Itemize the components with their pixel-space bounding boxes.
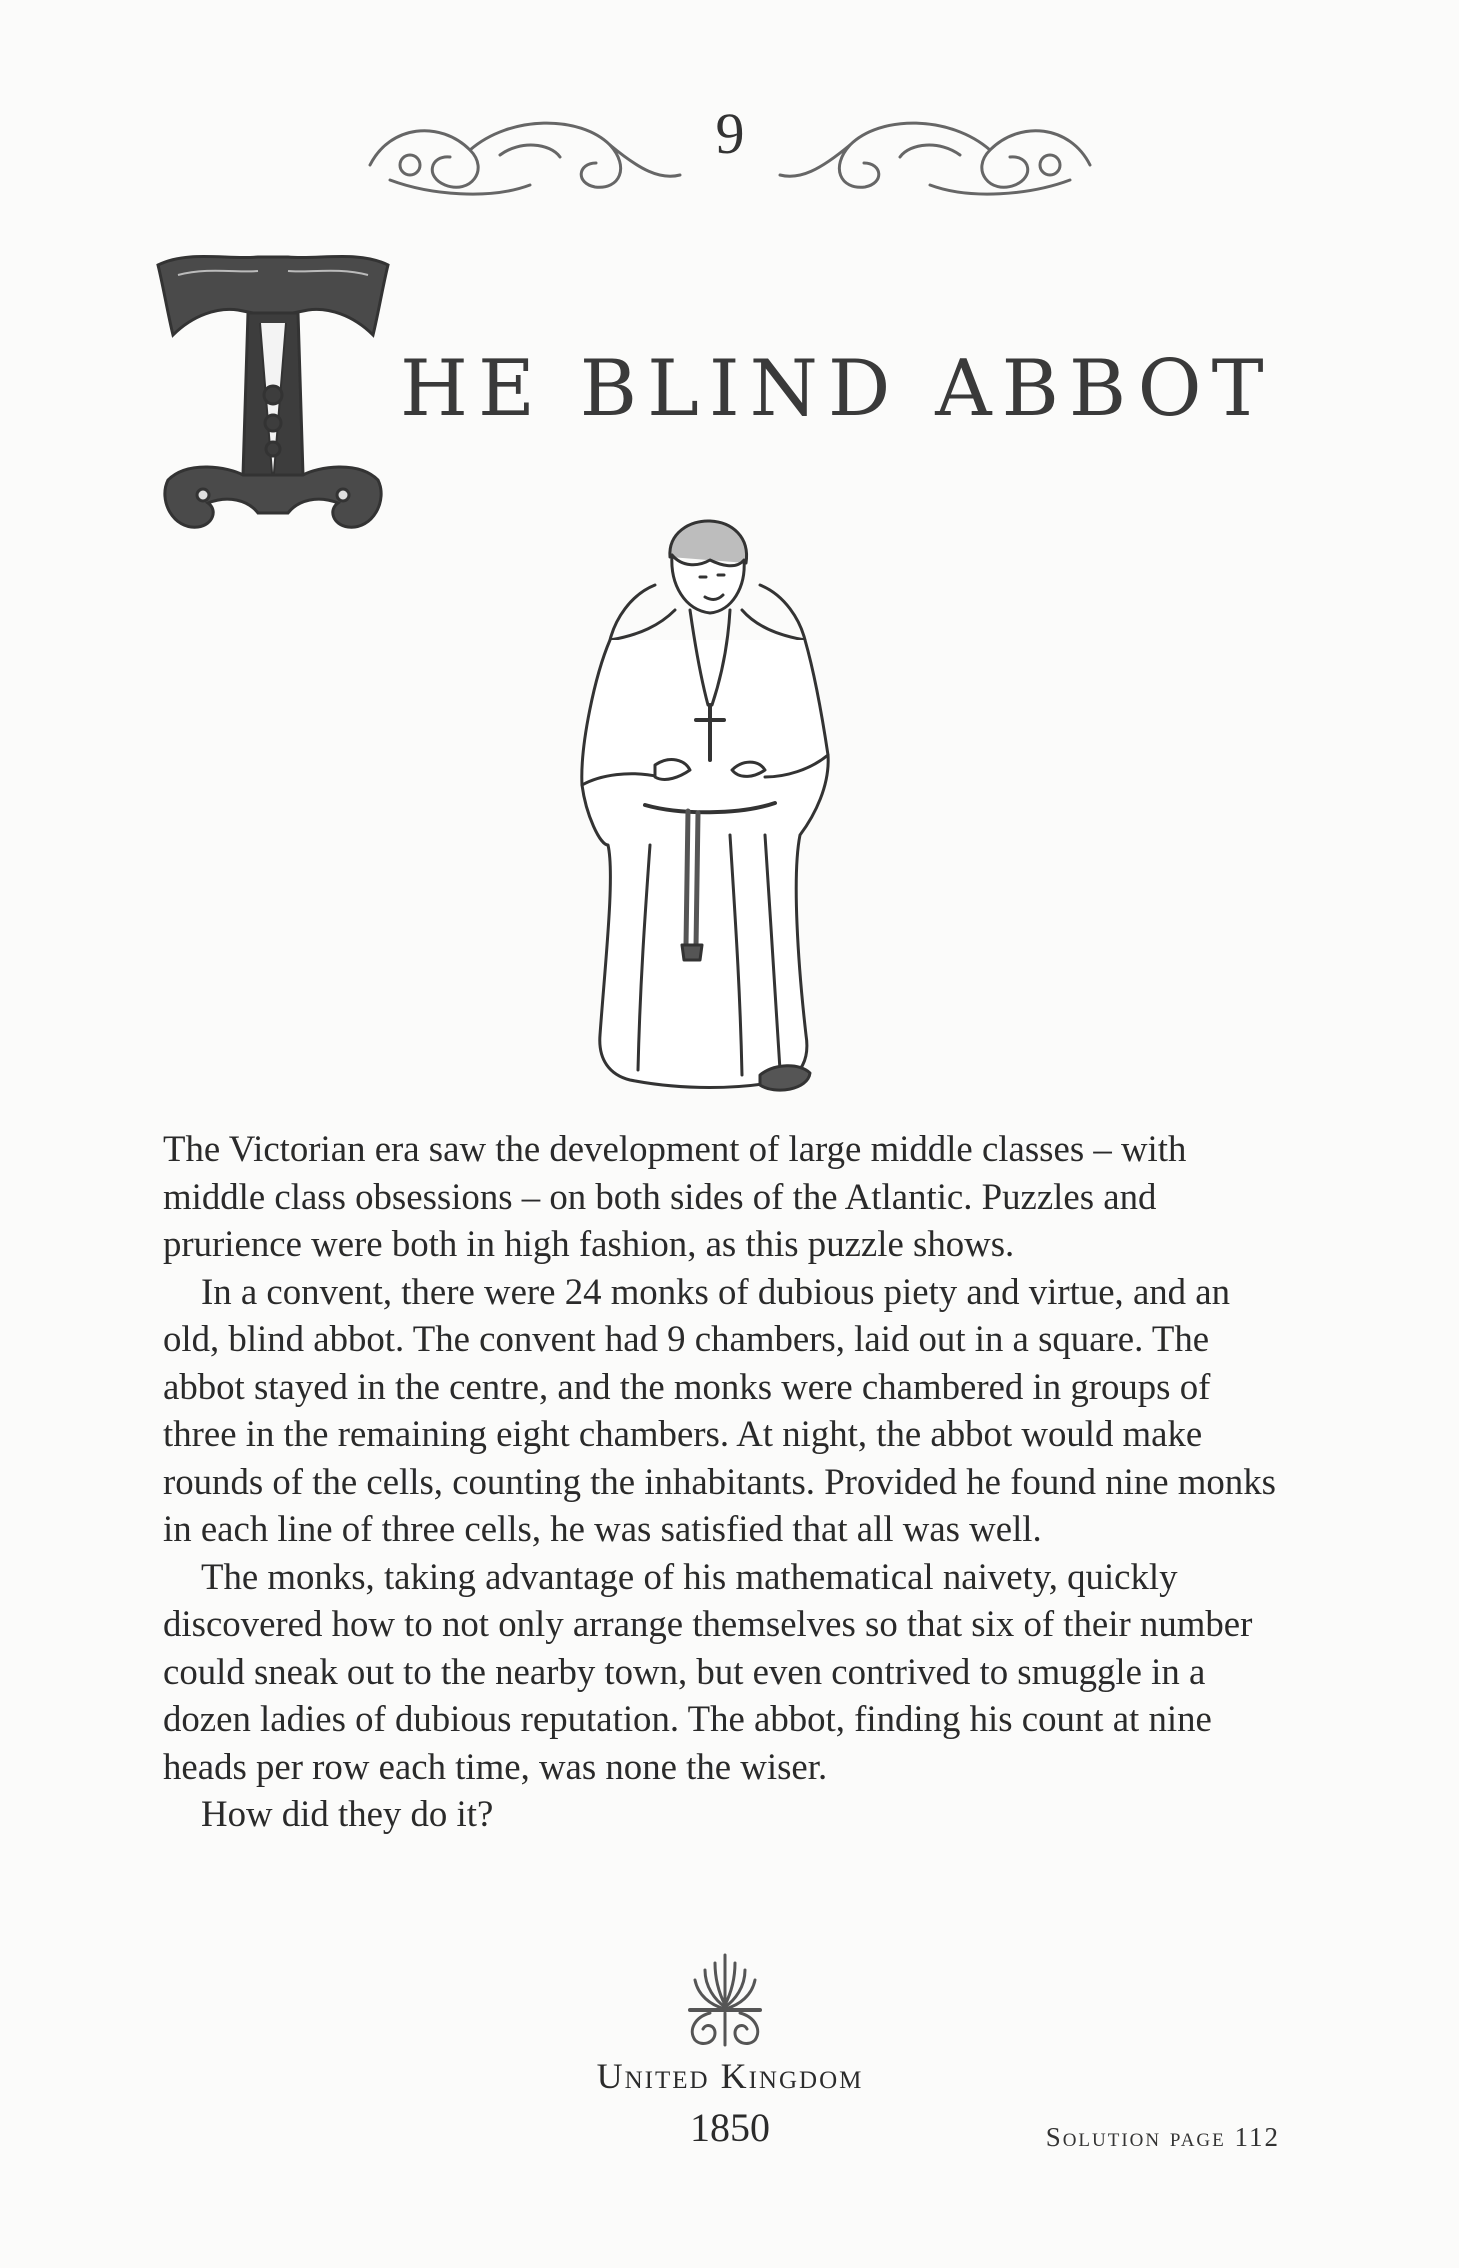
puzzle-body-text bbox=[163, 1125, 1293, 1838]
solution-page-link[interactable]: Solution page 112 bbox=[1045, 2122, 1280, 2152]
paragraph-setup: In a convent, there were 24 monks of dubious piety and virtue, and an old, blind abbot. The convent had 9 chambers, laid out in a square. The abbot stayed in the centre, and the monks were chambered in groups of three in the remaining eight chambers. At night, the abbot would make rounds of the cells, counting the inhabitants. Provided he found nine monks in each line of three cells, he was satisfied that all was well. bbox=[163, 1270, 1276, 1549]
origin-country: United Kingdom bbox=[596, 2056, 864, 2096]
page-number: 9 bbox=[715, 101, 745, 166]
decorative-drop-cap bbox=[148, 245, 398, 545]
paragraph-intro: The Victorian era saw the development of large middle classes – with middle class obsessions – on both sides of the Atlantic. Puzzles and prurience were both in high fashion, as this puzzle shows. bbox=[163, 1128, 1187, 1264]
fleuron-ornament bbox=[670, 1945, 780, 2055]
paragraph-question: How did they do it? bbox=[201, 1793, 494, 1834]
paragraph-problem: The monks, taking advantage of his mathematical naivety, quickly discovered how to not only arrange themselves so that six of their number could sneak out to the nearby town, but even contrived to smuggle in a dozen ladies of dubious reputation. The abbot, finding his count at nine heads per row each time, was none the wiser. bbox=[163, 1555, 1253, 1787]
puzzle-title: HE BLIND ABBOT bbox=[400, 344, 1274, 435]
origin-year: 1850 bbox=[690, 2105, 770, 2150]
monk-illustration bbox=[560, 515, 860, 1105]
